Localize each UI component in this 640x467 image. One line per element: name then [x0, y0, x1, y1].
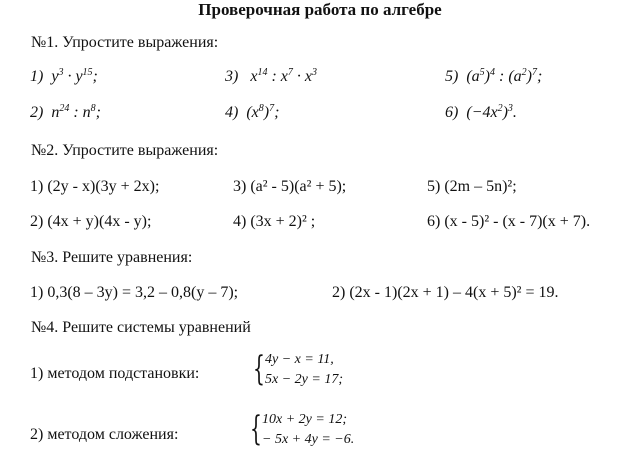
task1-item-3: 3) $x^{14}$ : $x^7 \cdot x^3$	[225, 67, 317, 85]
task2-item-4: 4) (3x + 2)² ;	[233, 213, 316, 230]
brace-icon: {	[253, 349, 265, 389]
task1-item-5: 5) $(a^5)^4$ : $(a^2)^7$;	[445, 67, 543, 85]
task4-heading: №4. Решите системы уравнений	[31, 319, 251, 336]
task4-method1-label: 1) методом подстановки:	[30, 365, 200, 382]
task2-item-2: 2) (4x + y)(4x - y);	[30, 213, 152, 230]
task1-expr-3: $x^{14}$ : $x^7 \cdot x^3$	[250, 67, 317, 85]
system2-eq2: − 5x + 4y = −6.	[262, 432, 355, 447]
system1-eq2: 5x − 2y = 17;	[265, 372, 343, 387]
task1-expr-2: $n^{24}$ : $n^8$;	[51, 103, 101, 121]
task1-item-6: 6) $(-4x^2)^3$.	[445, 103, 517, 121]
task1-item-1: 1) $y^3 \cdot y^{15}$;	[30, 67, 98, 85]
page-title: Проверочная работа по алгебре	[198, 0, 442, 19]
task3-item-1: 1) 0,3(8 – 3y) = 3,2 – 0,8(y – 7);	[30, 284, 239, 301]
task1-expr-4: $(x^8)^7$;	[246, 103, 280, 121]
task2-item-5: 5) (2m – 5n)²;	[427, 178, 517, 195]
task1-expr-6: $(-4x^2)^3$.	[466, 103, 517, 121]
task2-heading: №2. Упростите выражения:	[31, 142, 219, 159]
task1-expr-1: $y^3 \cdot y^{15}$;	[51, 67, 98, 85]
system2-eq1: 10x + 2y = 12;	[262, 412, 347, 427]
equation-system-2	[250, 409, 370, 452]
task3-heading: №3. Решите уравнения:	[31, 249, 193, 266]
task1-item-2: 2) $n^{24}$ : $n^8$;	[30, 103, 101, 121]
brace-icon: {	[250, 409, 262, 449]
task1-item-4: 4) $(x^8)^7$;	[225, 103, 280, 121]
task1-heading: №1. Упростите выражения:	[31, 34, 219, 51]
task1-expr-5: $(a^5)^4$ : $(a^2)^7$;	[466, 67, 543, 85]
system1-eq1: 4y − x = 11,	[265, 352, 334, 367]
task3-item-2: 2) (2x - 1)(2x + 1) – 4(x + 5)² = 19.	[332, 284, 559, 301]
task2-item-1: 1) (2y - x)(3y + 2x);	[30, 178, 160, 195]
task2-item-6: 6) (x - 5)² - (x - 7)(x + 7).	[427, 213, 591, 230]
task2-item-3: 3) (a² - 5)(a² + 5);	[233, 178, 347, 195]
task4-method2-label: 2) методом сложения:	[30, 426, 179, 443]
equation-system-1	[253, 349, 363, 392]
